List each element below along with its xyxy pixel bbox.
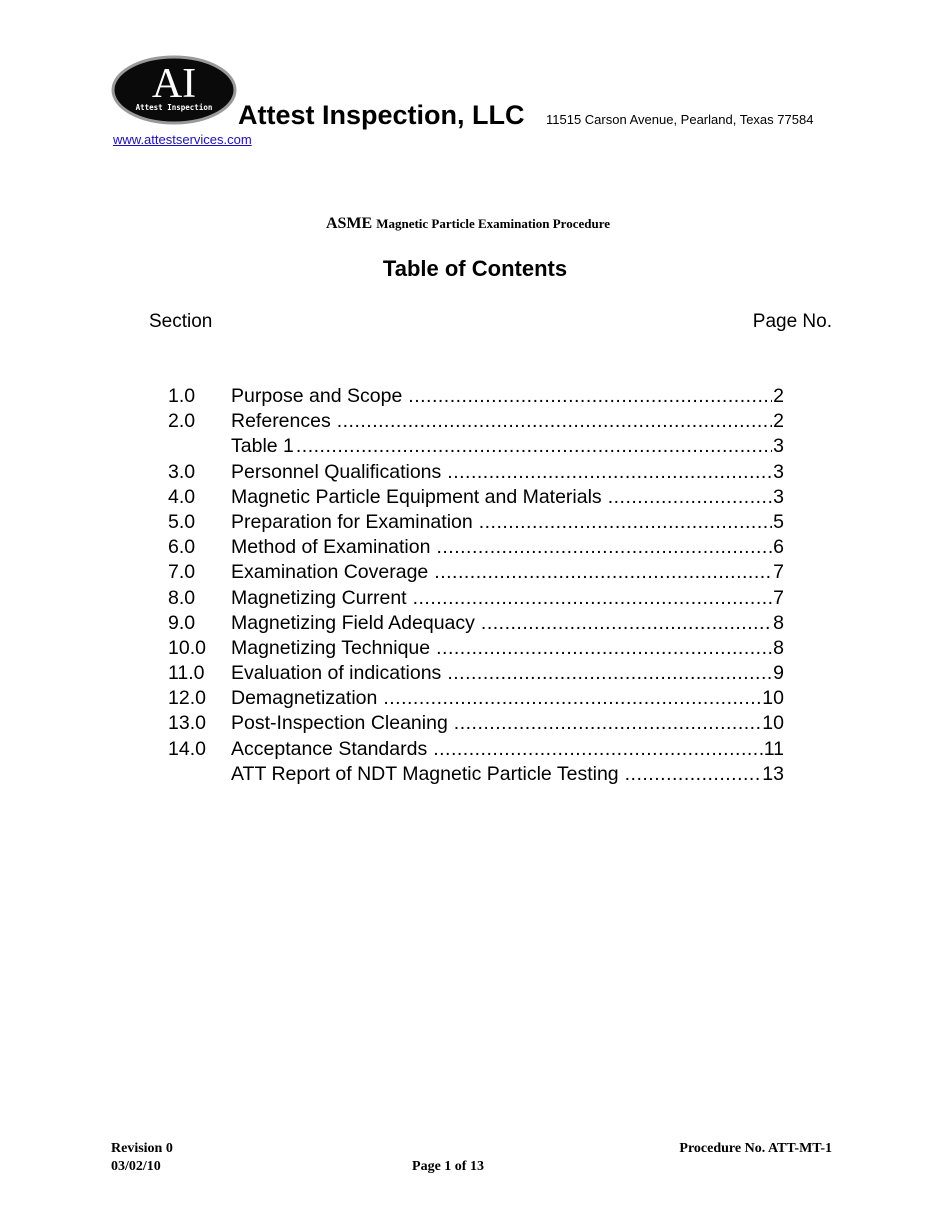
toc-page: 3 (773, 435, 784, 458)
toc-number: 10.0 (168, 636, 206, 659)
toc-entry (168, 661, 784, 686)
toc-entry (168, 711, 784, 736)
toc-leader (436, 535, 772, 560)
toc-number: 1.0 (168, 385, 196, 407)
toc-entry (168, 434, 784, 459)
attest-inspection-logo (111, 55, 237, 125)
toc-page: 2 (773, 385, 784, 407)
toc-number: 12.0 (168, 687, 206, 710)
toc-page: 3 (773, 485, 784, 508)
toc-leader (413, 586, 773, 611)
toc-leader (481, 611, 772, 636)
toc-entry (168, 560, 784, 585)
toc-title: Purpose and Scope (231, 385, 403, 407)
toc-leader (433, 737, 763, 762)
toc-page: 9 (773, 662, 784, 685)
toc-entry (168, 636, 784, 661)
toc-title: Method of Examination (231, 536, 431, 559)
toc-page: 10 (762, 712, 784, 735)
toc-entry (168, 686, 784, 711)
toc-leader (454, 711, 762, 736)
toc-number: 2.0 (168, 410, 196, 433)
toc-title: Magnetizing Field Adequacy (231, 611, 475, 634)
toc-number: 3.0 (168, 460, 196, 483)
toc-title: Personnel Qualifications (231, 460, 442, 483)
toc-title: Magnetizing Technique (231, 636, 431, 659)
toc-leader (479, 510, 772, 535)
title-prefix: ASME (325, 215, 373, 232)
toc-title: Magnetizing Current (231, 586, 407, 609)
toc-page: 10 (762, 687, 784, 710)
website-link[interactable]: www.attestservices.com (113, 132, 252, 147)
logo-letters: AI (151, 61, 197, 107)
toc-entry (168, 611, 784, 636)
toc-leader (436, 636, 772, 661)
title-rest: Magnetic Particle Examination Procedure (376, 216, 611, 231)
toc-page: 2 (773, 410, 784, 433)
toc-leader (447, 460, 772, 485)
toc-entry (168, 384, 784, 409)
toc-page: 3 (773, 460, 784, 483)
toc-leader (608, 485, 772, 510)
toc-page: 7 (773, 561, 784, 584)
toc-number: 6.0 (168, 536, 196, 559)
toc-entry (168, 762, 784, 787)
toc-title: References (231, 410, 331, 433)
logo-subtitle: Attest Inspection (135, 103, 213, 112)
toc-page: 13 (762, 762, 784, 785)
toc-entry (168, 409, 784, 434)
toc-page: 8 (773, 636, 784, 659)
toc-leader (447, 661, 772, 686)
footer-page-number: Page 1 of 13 (412, 1159, 484, 1174)
toc-entry (168, 586, 784, 611)
toc-leader (383, 686, 761, 711)
footer-date: 03/02/10 (111, 1159, 161, 1174)
toc-entry (168, 535, 784, 560)
toc-list (168, 384, 784, 787)
toc-number: 9.0 (168, 611, 196, 634)
toc-entry (168, 460, 784, 485)
toc-number: 5.0 (168, 510, 196, 533)
toc-number: 8.0 (168, 586, 196, 609)
toc-title: Post-Inspection Cleaning (231, 712, 448, 735)
toc-title: Magnetic Particle Equipment and Materials (231, 485, 602, 508)
toc-title: Preparation for Examination (231, 510, 473, 533)
toc-page: 11 (763, 737, 784, 760)
toc-number: 14.0 (168, 737, 206, 760)
document-title (0, 215, 936, 233)
toc-leader (625, 762, 762, 787)
toc-title: Examination Coverage (231, 561, 429, 584)
toc-page: 8 (773, 611, 784, 634)
toc-number: 7.0 (168, 561, 196, 584)
toc-entry (168, 510, 784, 535)
toc-leader (434, 560, 772, 585)
toc-leader (337, 409, 772, 434)
toc-title: Table 1 (231, 435, 294, 458)
company-name: Attest Inspection, LLC (238, 100, 525, 130)
footer-procedure-number: Procedure No. ATT-MT-1 (679, 1141, 832, 1156)
toc-entry (168, 737, 784, 762)
toc-number: 4.0 (168, 485, 196, 508)
footer-revision: Revision 0 (111, 1141, 173, 1156)
column-header-section: Section (149, 311, 213, 332)
toc-title: ATT Report of NDT Magnetic Particle Testing (231, 762, 619, 785)
toc-title: Acceptance Standards (231, 737, 428, 760)
toc-page: 6 (773, 536, 784, 559)
toc-heading: Table of Contents (382, 256, 568, 281)
toc-entry (168, 485, 784, 510)
toc-page: 7 (773, 586, 784, 609)
toc-number: 13.0 (168, 712, 206, 735)
toc-leader (408, 384, 772, 409)
toc-page: 5 (773, 510, 784, 533)
toc-leader (296, 434, 772, 459)
toc-number: 11.0 (168, 662, 205, 685)
toc-title: Demagnetization (231, 687, 378, 710)
company-address: 11515 Carson Avenue, Pearland, Texas 77584 (546, 112, 814, 127)
column-header-page: Page No. (752, 311, 832, 332)
toc-title: Evaluation of indications (231, 662, 442, 685)
